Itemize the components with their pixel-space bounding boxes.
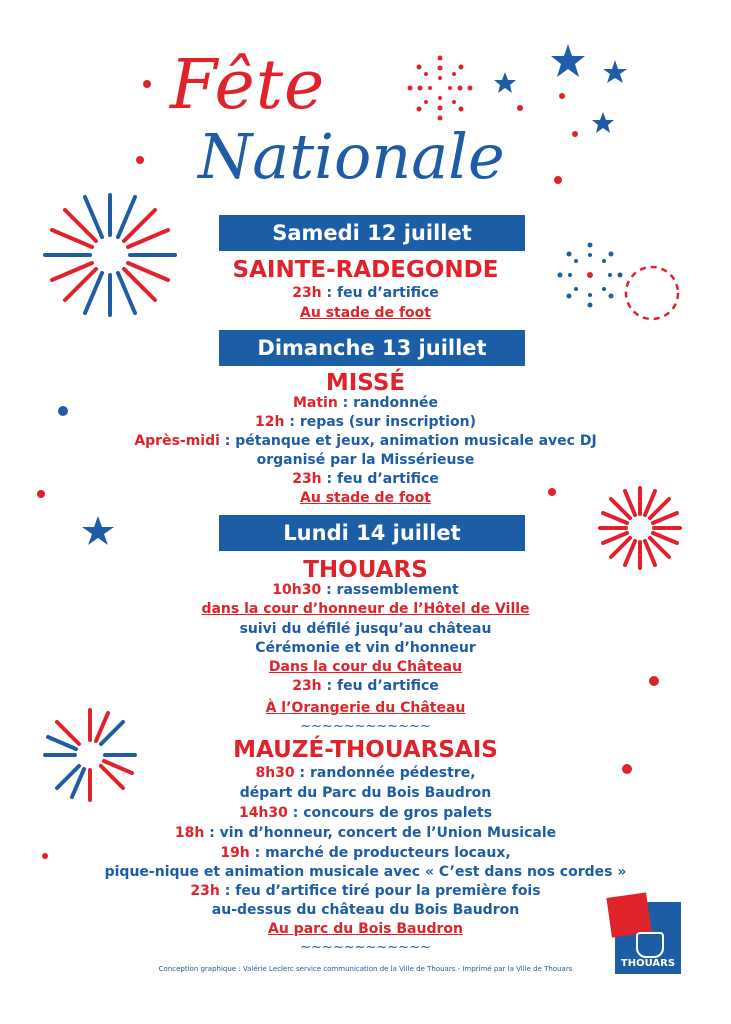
info-text: : rassemblement	[321, 582, 459, 598]
title-line-2: Nationale	[198, 120, 505, 193]
title-line-1: Fête	[170, 46, 326, 125]
info-line	[0, 621, 731, 637]
separator: ~~~~~~~~~~~~	[300, 940, 431, 955]
info-line	[0, 395, 731, 411]
time-label: 12h	[255, 414, 285, 430]
info-text: pique-nique et animation musicale avec « C’est dans nos cordes »	[104, 864, 627, 880]
info-line	[0, 845, 731, 861]
logo-text: THOUARS	[620, 958, 676, 969]
info-line	[0, 805, 731, 821]
info-line	[0, 582, 731, 598]
day-banner-sunday: Dimanche 13 juillet	[219, 330, 525, 366]
info-text: : randonnée	[337, 395, 439, 411]
location-link-line	[0, 305, 731, 321]
town-misse: MISSÉ	[325, 370, 406, 396]
info-text: : marché de producteurs locaux,	[249, 845, 511, 861]
info-text: : repas (sur inscription)	[284, 414, 476, 430]
location-link[interactable]: À l’Orangerie du Château	[265, 700, 466, 716]
info-text: départ du Parc du Bois Baudron	[239, 785, 492, 801]
time-label: 14h30	[238, 805, 288, 821]
info-text: : concours de gros palets	[287, 805, 493, 821]
info-line	[0, 864, 731, 880]
location-link-line	[0, 659, 731, 675]
info-text: organisé par la Missérieuse	[256, 452, 475, 468]
town-sainte-radegonde: SAINTE-RADEGONDE	[232, 257, 499, 283]
time-label: 23h	[292, 678, 327, 694]
info-text: : vin d’honneur, concert de l’Union Musicale	[204, 825, 557, 841]
info-text: : feu d’artifice	[326, 471, 439, 487]
info-text: suivi du défilé jusqu’au château	[239, 621, 492, 637]
info-text: : feu d’artifice	[326, 285, 439, 301]
separator: ~~~~~~~~~~~~	[300, 719, 431, 734]
info-text: Cérémonie et vin d’honneur	[255, 640, 476, 656]
time-label: 10h30	[272, 582, 322, 598]
location-link-line	[0, 490, 731, 506]
location-link[interactable]: dans la cour d’honneur de l’Hôtel de Ville	[201, 601, 530, 617]
time-label: 19h	[220, 845, 250, 861]
logo-red-square-icon	[606, 892, 651, 937]
time-label: Après-midi	[134, 433, 220, 449]
info-line	[0, 452, 731, 468]
info-line	[0, 414, 731, 430]
location-link[interactable]: Au parc du Bois Baudron	[268, 921, 463, 937]
town-mauze-thouarsais: MAUZÉ-THOUARSAIS	[233, 737, 498, 763]
info-line	[0, 678, 731, 694]
location-link[interactable]: Au stade de foot	[300, 305, 431, 321]
info-line	[0, 640, 731, 656]
time-label: 23h	[292, 471, 327, 487]
time-label: 23h	[190, 883, 225, 899]
info-line	[0, 471, 731, 487]
info-text: au-dessus du château du Bois Baudron	[211, 902, 520, 918]
info-text: : randonnée pédestre,	[294, 765, 476, 781]
info-text: : feu d’artifice tiré pour la première fois	[224, 883, 541, 899]
info-text: : feu d’artifice	[326, 678, 439, 694]
town-thouars: THOUARS	[303, 557, 428, 583]
info-line	[0, 825, 731, 841]
time-label: 23h	[292, 285, 327, 301]
location-link[interactable]: Dans la cour du Château	[268, 659, 463, 675]
location-link-line	[0, 601, 731, 617]
time-label: Matin	[292, 395, 338, 411]
info-line	[0, 785, 731, 801]
crest-icon	[636, 932, 664, 958]
time-label: 18h	[174, 825, 205, 841]
location-link[interactable]: Au stade de foot	[300, 490, 431, 506]
info-line	[0, 433, 731, 449]
credit-line: Conception graphique : Valérie Leclerc service communication de la Ville de Thouars - Imprimé par la Ville de Thouars	[158, 965, 573, 973]
info-line	[0, 765, 731, 781]
info-line	[0, 285, 731, 301]
time-label: 8h30	[255, 765, 295, 781]
dotted-firework-top-icon	[408, 56, 473, 121]
day-banner-saturday: Samedi 12 juillet	[219, 215, 525, 251]
location-link-line	[0, 700, 731, 716]
info-text: : pétanque et jeux, animation musicale avec DJ	[219, 433, 597, 449]
day-banner-monday: Lundi 14 juillet	[219, 515, 525, 551]
